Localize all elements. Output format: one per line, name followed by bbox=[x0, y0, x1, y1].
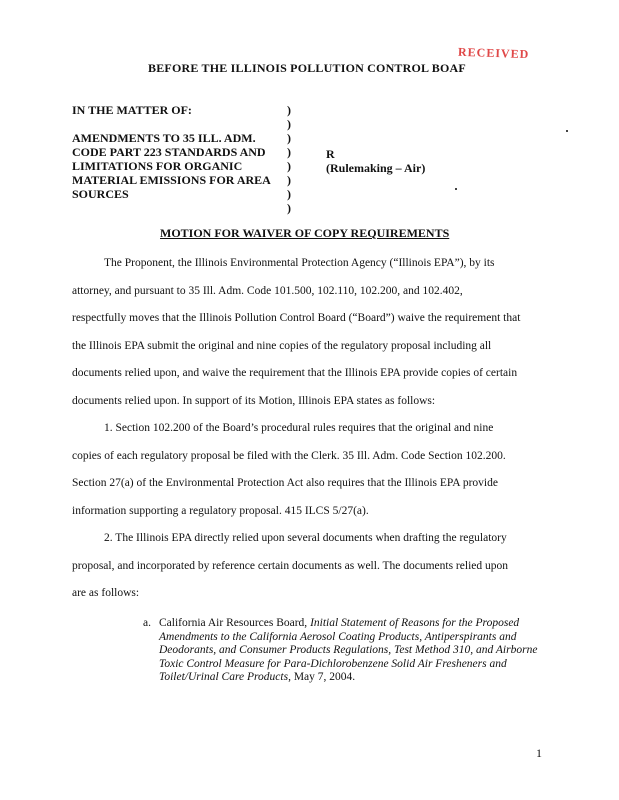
case-caption bbox=[72, 103, 271, 215]
rulemaking-number: R bbox=[326, 147, 335, 161]
caption-parens bbox=[287, 103, 291, 215]
page-number: 1 bbox=[536, 746, 542, 760]
caption-line: LIMITATIONS FOR ORGANIC bbox=[72, 159, 243, 173]
list-item-date: , May 7, 2004. bbox=[288, 671, 356, 683]
body-line: 2. The Illinois EPA directly relied upon several documents when drafting the regulatory bbox=[104, 532, 507, 544]
body-line: information supporting a regulatory proposal. 415 ILCS 5/27(a). bbox=[72, 504, 369, 517]
body-line: 1. Section 102.200 of the Board’s procedural rules requires that the original and nine bbox=[104, 422, 494, 434]
paren: ) bbox=[287, 201, 291, 215]
caption-line: SOURCES bbox=[72, 187, 129, 201]
caption-line: AMENDMENTS TO 35 ILL. ADM. bbox=[72, 131, 256, 145]
body-line: documents relied upon, and waive the requirement that the Illinois EPA provide copies of certain bbox=[72, 367, 518, 379]
list-item-text bbox=[159, 617, 543, 685]
board-title: BEFORE THE ILLINOIS POLLUTION CONTROL BOAF bbox=[148, 61, 466, 75]
paren: ) bbox=[287, 103, 291, 117]
body-line: Section 27(a) of the Environmental Protection Act also requires that the Illinois EPA provide bbox=[72, 477, 498, 489]
rulemaking-type: (Rulemaking – Air) bbox=[326, 161, 426, 175]
body-line: documents relied upon. In support of its Motion, Illinois EPA states as follows: bbox=[72, 394, 436, 407]
caption-line: CODE PART 223 STANDARDS AND bbox=[72, 145, 266, 159]
caption-line bbox=[72, 117, 271, 131]
caption-line: MATERIAL EMISSIONS FOR AREA bbox=[72, 173, 271, 187]
list-item-author: California Air Resources Board, bbox=[159, 617, 311, 629]
motion-title: MOTION FOR WAIVER OF COPY REQUIREMENTS bbox=[160, 226, 450, 240]
caption-line bbox=[72, 201, 271, 215]
paren: ) bbox=[287, 187, 291, 201]
scan-speck bbox=[455, 188, 457, 190]
body-line: are as follows: bbox=[72, 587, 140, 599]
body-line: copies of each regulatory proposal be filed with the Clerk. 35 Ill. Adm. Code Section 102.200. bbox=[72, 449, 506, 462]
body-line: proposal, and incorporated by reference certain documents as well. The documents relied upon bbox=[72, 559, 508, 572]
received-stamp: RECEIVED bbox=[457, 44, 530, 62]
paren: ) bbox=[287, 131, 291, 145]
paren: ) bbox=[287, 145, 291, 159]
paren: ) bbox=[287, 117, 291, 131]
paren: ) bbox=[287, 173, 291, 187]
body-line: the Illinois EPA submit the original and nine copies of the regulatory proposal including all bbox=[72, 339, 492, 352]
list-item-title: Initial Statement of Reasons for the Proposed Amendments to the California Aerosol Coating Products, Antiperspirants and Deodorants, and Consumer Products Regulations, Test Method 310, and Airborne Toxic Control Measure for Para-Dichlorobenzene Solid Air Fresheners and Toilet/Urinal Care Products bbox=[159, 617, 538, 683]
body-line: attorney, and pursuant to 35 Ill. Adm. Code 101.500, 102.110, 102.200, and 102.402, bbox=[72, 284, 463, 297]
body-line: respectfully moves that the Illinois Pollution Control Board (“Board”) waive the requirement that bbox=[72, 312, 521, 324]
list-item-label: a. bbox=[143, 617, 151, 629]
paren: ) bbox=[287, 159, 291, 173]
scan-speck bbox=[566, 130, 568, 132]
motion-body bbox=[72, 250, 548, 608]
document-list-item bbox=[143, 617, 543, 685]
body-line: The Proponent, the Illinois Environmental Protection Agency (“Illinois EPA”), by its bbox=[104, 257, 495, 269]
caption-line: IN THE MATTER OF: bbox=[72, 103, 192, 117]
